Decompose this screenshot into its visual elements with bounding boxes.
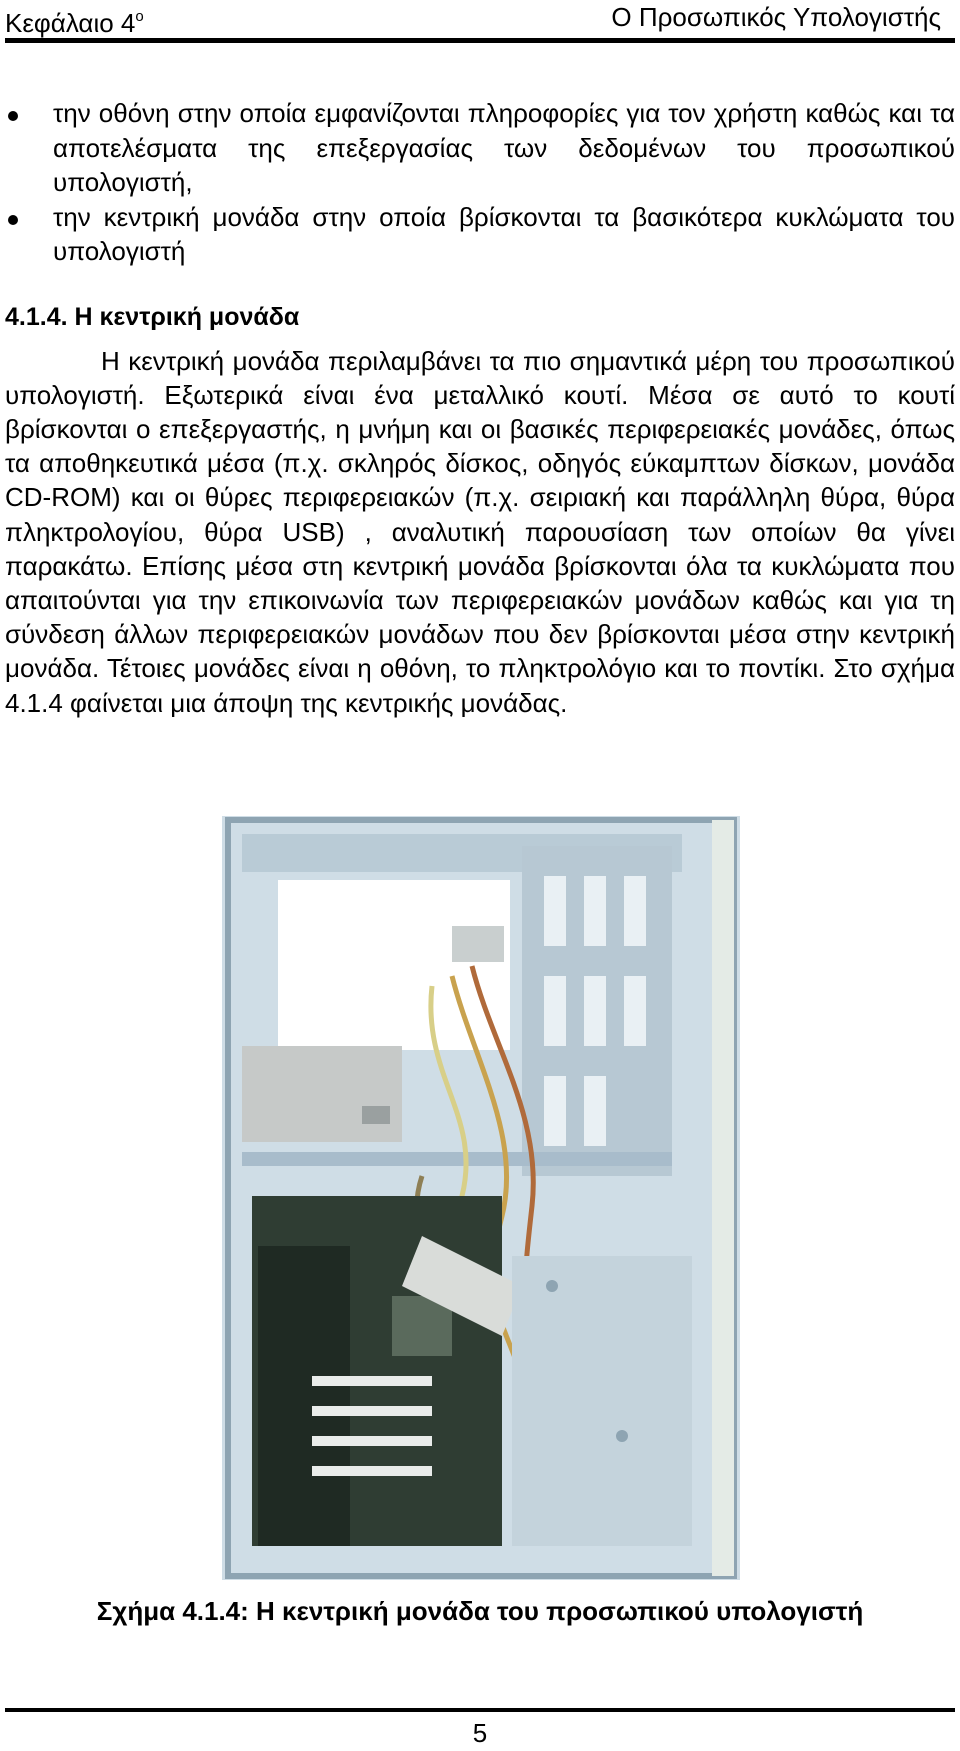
pc-case-photo xyxy=(222,816,740,1580)
list-item: την οθόνη στην οποία εμφανίζονται πληροφορίες για τον χρήστη καθώς και τα αποτελέσματα της επεξεργασίας των δεδομένων του προσωπικού υπολογιστή, xyxy=(5,96,955,200)
book-title: Ο Προσωπικός Υπολογιστής xyxy=(611,2,941,32)
page-content xyxy=(5,96,955,720)
chapter-label: Κεφάλαιο $4^o$ xyxy=(5,8,144,38)
bullet-icon xyxy=(8,111,18,121)
section-body: Η κεντρική μονάδα περιλαμβάνει τα πιο σημαντικά μέρη του προσωπικού υπολογιστή. Εξωτερικά είναι ένα μεταλλικό κουτί. Μέσα σε αυτό το κουτί βρίσκονται ο επεξεργαστής, η μνήμη και οι βασικές περιφερειακές μονάδες, όπως τα αποθηκευτικά μέσα (π.χ. σκληρός δίσκος, οδηγός εύκαμπτων δίσκων, μονάδα CD-ROM) και οι θύρες περιφερειακών (π.χ. σειριακή και παράλληλη θύρα, θύρα πληκτρολογίου, θύρα USB) , αναλυτική παρουσίαση των οποίων θα γίνει παρακάτω. Επίσης μέσα στη κεντρική μονάδα βρίσκονται όλα τα κυκλώματα που απαιτούνται για την επικοινωνία των περιφερειακών μονάδων καθώς και για τη σύνδεση άλλων περιφερειακών μονάδων που δεν βρίσκονται μέσα στην κεντρική μονάδα. Τέτοιες μονάδες είναι η οθόνη, το πληκτρολόγιο και το ποντίκι. Στο σχήμα 4.1.4 φαίνεται μια άποψη της κεντρικής μονάδας. xyxy=(5,345,955,718)
section-heading: 4.1.4. Η κεντρική μονάδα xyxy=(5,302,300,331)
page-number: 5 xyxy=(472,1718,488,1748)
list-item: την κεντρική μονάδα στην οποία βρίσκονται τα βασικότερα κυκλώματα του υπολογιστή xyxy=(5,200,955,269)
page-header xyxy=(5,0,955,43)
footer-divider xyxy=(5,1708,955,1712)
bullet-icon xyxy=(8,215,18,225)
figure-caption: Σχήμα 4.1.4: Η κεντρική μονάδα του προσωπικού υπολογιστή xyxy=(96,1596,864,1626)
pc-case-illustration xyxy=(222,816,740,1580)
bullet-list xyxy=(5,96,955,269)
